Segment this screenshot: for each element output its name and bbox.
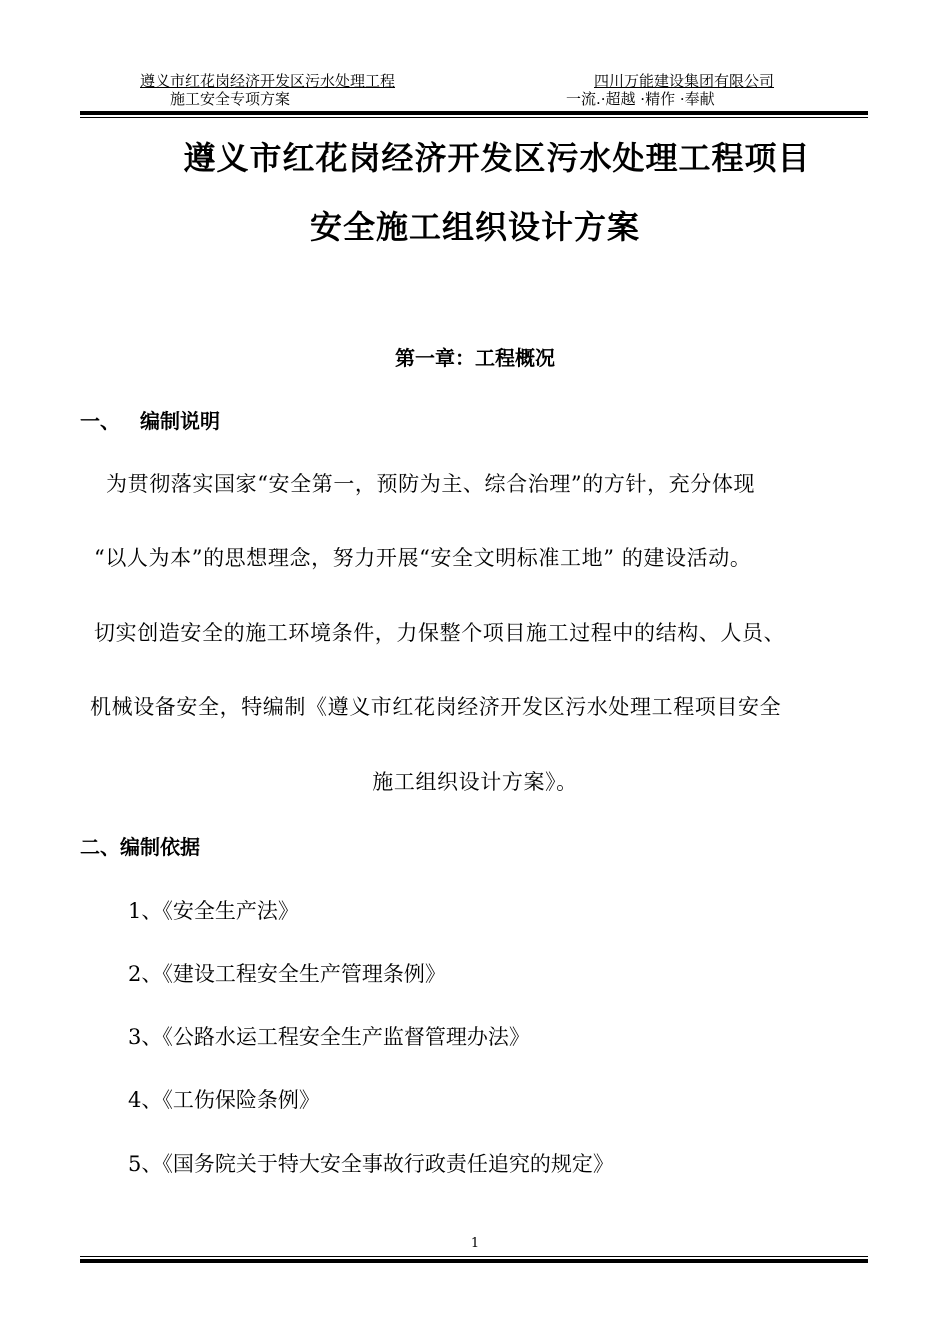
paragraph-line: 机械设备安全，特编制《遵义市红花岗经济开发区污水处理工程项目安全 bbox=[90, 695, 782, 719]
page-number: 1 bbox=[470, 1236, 480, 1251]
header-company-name: 四川万能建设集团有限公司 bbox=[594, 72, 775, 90]
section-1-number: 一、 bbox=[80, 409, 120, 433]
list-item: 2、《建设工程安全生产管理条例》 bbox=[128, 962, 446, 986]
header-scheme-name: 施工安全专项方案 bbox=[170, 90, 291, 108]
header-motto: 一流.·超越 ·精作 ·奉献 bbox=[566, 90, 715, 108]
paragraph-line: 施工组织设计方案》。 bbox=[372, 770, 578, 794]
document-title-line-2: 安全施工组织设计方案 bbox=[309, 208, 640, 246]
footer-rule-thick bbox=[80, 1259, 868, 1263]
footer-rule-thin bbox=[80, 1256, 868, 1257]
paragraph-line: 切实创造安全的施工环境条件，力保整个项目施工过程中的结构、人员、 bbox=[94, 621, 786, 645]
paragraph-line: 为贯彻落实国家“安全第一，预防为主、综合治理”的方针，充分体现 bbox=[106, 472, 756, 496]
header-project-name: 遵义市红花岗经济开发区污水处理工程 bbox=[140, 72, 396, 90]
document-title-line-1: 遵义市红花岗经济开发区污水处理工程项目 bbox=[183, 139, 811, 177]
list-item: 3、《公路水运工程安全生产监督管理办法》 bbox=[128, 1025, 530, 1049]
section-2-title: 二、编制依据 bbox=[80, 835, 200, 859]
list-item: 1、《安全生产法》 bbox=[128, 899, 299, 923]
section-1-title: 编制说明 bbox=[140, 409, 220, 433]
paragraph-line: “以人为本”的思想理念，努力开展“安全文明标准工地” 的建设活动。 bbox=[94, 546, 752, 570]
header-rule-thin bbox=[80, 117, 868, 118]
list-item: 5、《国务院关于特大安全事故行政责任追究的规定》 bbox=[128, 1152, 614, 1176]
chapter-heading: 第一章：工程概况 bbox=[395, 346, 555, 370]
header-rule-thick bbox=[80, 111, 868, 115]
list-item: 4、《工伤保险条例》 bbox=[128, 1088, 320, 1112]
